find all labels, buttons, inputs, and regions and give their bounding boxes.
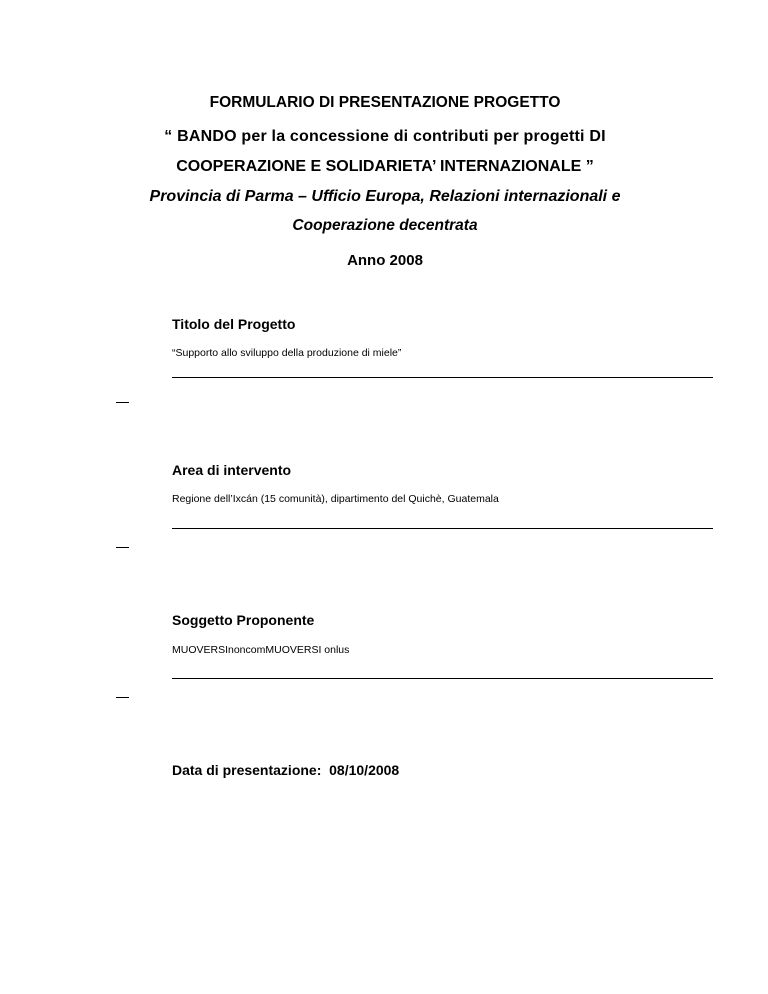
soggetto-proponente-value: MUOVERSInoncomMUOVERSI onlus: [172, 644, 350, 656]
section-divider-dash: [116, 402, 129, 403]
section-divider-dash: [116, 697, 129, 698]
data-presentazione: Data di presentazione: 08/10/2008: [172, 762, 400, 778]
titolo-progetto-value: “Supporto allo sviluppo della produzione di miele”: [172, 347, 402, 359]
anno-label: Anno 2008: [347, 252, 423, 269]
area-intervento-value: Regione dell’Ixcán (15 comunità), dipartimento del Quichè, Guatemala: [172, 493, 499, 505]
provincia-line-2: Cooperazione decentrata: [292, 217, 478, 234]
provincia-line-1: Provincia di Parma – Ufficio Europa, Relazioni internazionali e: [149, 188, 621, 205]
bando-title-line-1: “ BANDO per la concessione di contributi per progetti DI: [164, 128, 606, 145]
titolo-progetto-label: Titolo del Progetto: [172, 316, 296, 332]
bando-title-line-2: COOPERAZIONE E SOLIDARIETA’ INTERNAZIONALE ”: [176, 158, 594, 175]
area-intervento-underline: [172, 528, 713, 529]
titolo-progetto-underline: [172, 377, 713, 378]
area-intervento-label: Area di intervento: [172, 462, 292, 478]
soggetto-proponente-underline: [172, 678, 713, 679]
section-divider-dash: [116, 547, 129, 548]
form-title: FORMULARIO DI PRESENTAZIONE PROGETTO: [209, 94, 561, 111]
soggetto-proponente-label: Soggetto Proponente: [172, 612, 315, 628]
